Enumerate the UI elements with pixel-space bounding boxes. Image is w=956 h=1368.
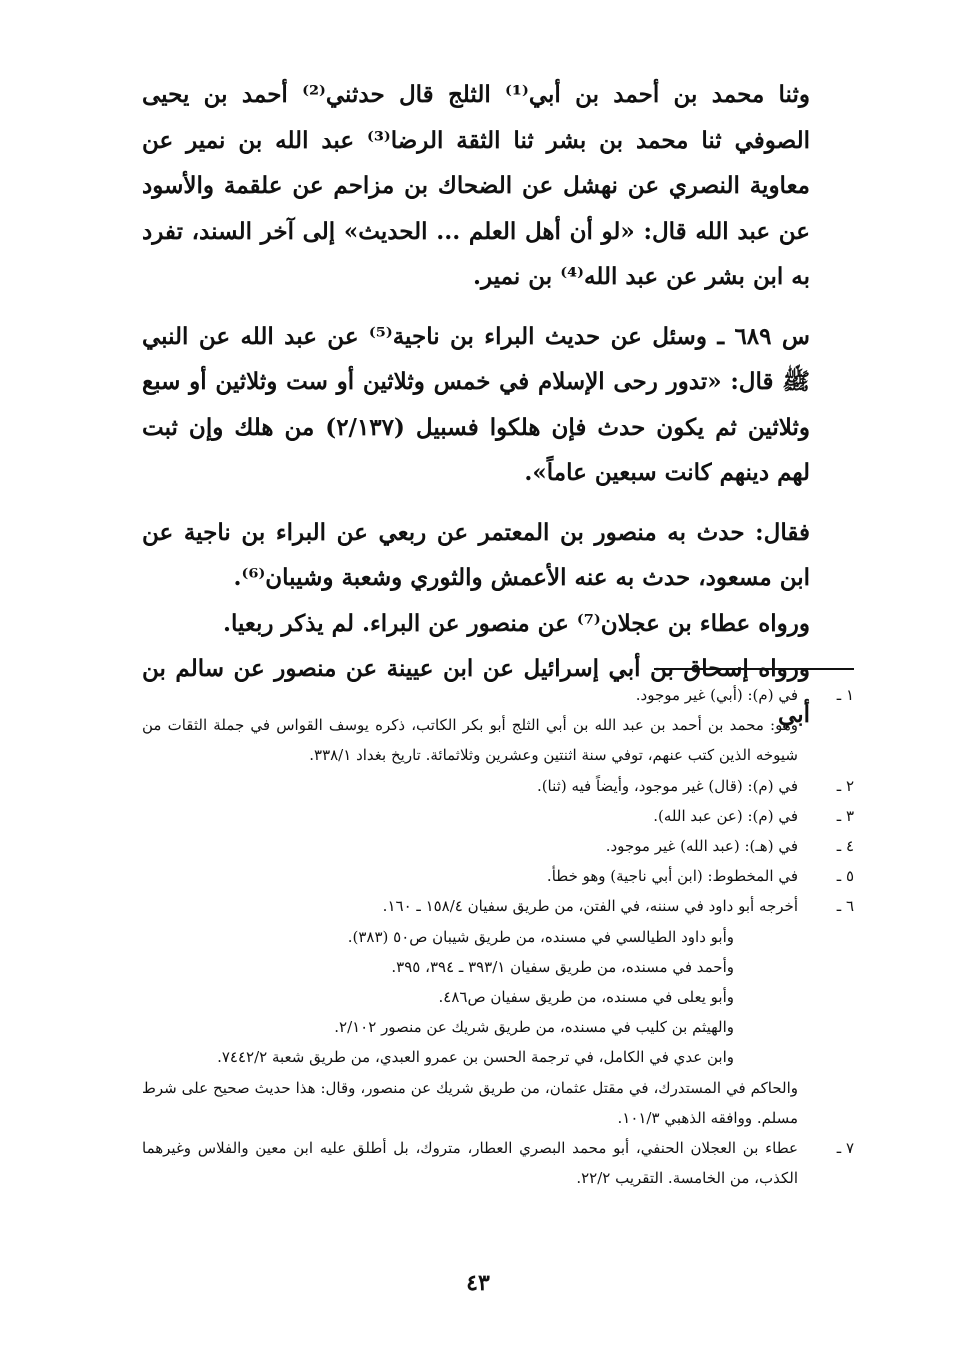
footnote-item (142, 831, 854, 861)
footnote-item (142, 922, 854, 952)
footnote-text: في (م): (عن عبد الله). (653, 806, 798, 825)
footnote-item (142, 1042, 854, 1072)
footnotes-section (142, 680, 854, 1193)
paragraph-answer: فقال: حدث به منصور بن المعتمر عن ربعي عن البراء بن ناجية عن ابن مسعود، حدث به عنه الأعمش والثوري وشعبة وشيبان⁽⁶⁾. (142, 518, 810, 591)
footnote-number: ٢ ـ (836, 776, 854, 795)
footnote-text: عطاء بن العجلان الحنفي، أبو محمد البصري العطار، متروك، بل أطلق عليه ابن معين والفلاس وغيرهما الكذب، من الخامسة. التقريب ٢٢/٢. (142, 1139, 798, 1188)
footnote-separator (654, 668, 854, 670)
footnote-item (142, 891, 854, 921)
paragraph-ata-narration: ورواه عطاء بن عجلان⁽⁷⁾ عن منصور عن البراء. لم يذكر ربعيا. (222, 609, 810, 637)
paragraph-chain-of-narration: وثنا محمد بن أحمد بن أبي⁽¹⁾ الثلج قال حدثني⁽²⁾ أحمد بن يحيى الصوفي ثنا محمد بن بشر ثنا الثقة الرضا⁽³⁾ عبد الله بن نمير عن معاوية النصري عن نهشل عن الضحاك بن مزاحم عن علقمة والأسود عن عبد الله قال: «لو أن أهل العلم ... الحديث» إلى آخر السند، تفرد به ابن بشر عن عبد الله⁽⁴⁾ بن نمير. (142, 81, 811, 290)
footnote-text: في (هـ): (عبد الله) غير موجود. (605, 837, 798, 856)
paragraph-ishaq-narration: ورواه إسحاق بن أبي إسرائيل عن ابن عيينة عن منصور عن سالم بن أبي (142, 655, 810, 728)
footnote-item (142, 771, 854, 801)
footnote-number: ٤ ـ (836, 837, 854, 856)
footnote-number: ٧ ـ (836, 1139, 854, 1158)
footnote-number: ٥ ـ (836, 867, 854, 886)
footnote-text: في (م): (أبي) غير موجود. (635, 686, 798, 704)
footnote-text: والهيثم بن كليب في مسنده، من طريق شريك عن منصور ٢/١٠٢. (334, 1018, 734, 1037)
footnote-item (142, 801, 854, 831)
footnote-text: وأحمد في مسنده، من طريق سفيان ٣٩٣/١ ـ ٣٩٤، ٣٩٥. (391, 957, 734, 976)
footnote-text: وهو: محمد بن أحمد بن عبد الله بن أبي الثلج أبو بكر الكاتب، ذكره يوسف القواس في جملة الثقات من شيوخه الذين كتب عنهم، توفي سنة اثنتين وعشرين وثلاثمائة. تاريخ بغداد ٣٣٨/١. (142, 716, 798, 765)
paragraph-question-689: س ٦٨٩ ـ وسئل عن حديث البراء بن ناجية⁽⁵⁾ عن عبد الله عن النبي ﷺ قال: «تدور رحى الإسلام في خمس وثلاثين أو ست وثلاثين أو سبع وثلاثين ثم يكون حدث فإن هلكوا فسبيل (٢/١٣٧) من هلك وإن ثبت لهم دينهم كانت سبعين عاماً». (142, 322, 810, 486)
footnote-text: وأبو داود الطيالسي في مسنده، من طريق شيبان ص٥٠ (٣٨٣). (347, 927, 734, 946)
footnote-text: أخرجه أبو داود في سننه، في الفتن، من طريق سفيان ١٥٨/٤ ـ ١٦٠. (382, 897, 798, 916)
footnote-item (142, 861, 854, 891)
footnote-number: ١ ـ (836, 686, 854, 704)
footnote-text: في (م): (قال) غير موجود، وأيضاً فيه (ثنا). (536, 776, 798, 795)
footnote-number: ٦ ـ (836, 897, 854, 916)
footnote-text: في المخطوط: (ابن أبي ناجية) وهو خطأ. (546, 867, 798, 886)
footnote-number: ٣ ـ (836, 806, 854, 825)
footnote-item (142, 952, 854, 982)
footnote-item (142, 982, 854, 1012)
footnote-item (142, 680, 854, 710)
footnote-text: وابن عدي في الكامل، في ترجمة الحسن بن عمرو العبدي، من طريق شعبة ٧٤٤٢/٢. (217, 1048, 734, 1067)
footnote-item (142, 1073, 854, 1133)
footnote-item (142, 1012, 854, 1042)
footnote-item (142, 710, 854, 770)
footnote-text: وأبو يعلى في مسنده، من طريق سفيان ص٤٨٦. (438, 988, 734, 1007)
page-number: ٤٣ (466, 1270, 490, 1296)
main-text-body (142, 72, 810, 737)
footnote-item (142, 1133, 854, 1193)
footnote-text: والحاكم في المستدرك، في مقتل عثمان، من طريق شريك عن منصور، وقال: هذا حديث صحيح على شرط مسلم. ووافقه الذهبي ١٠١/٣. (142, 1078, 798, 1127)
